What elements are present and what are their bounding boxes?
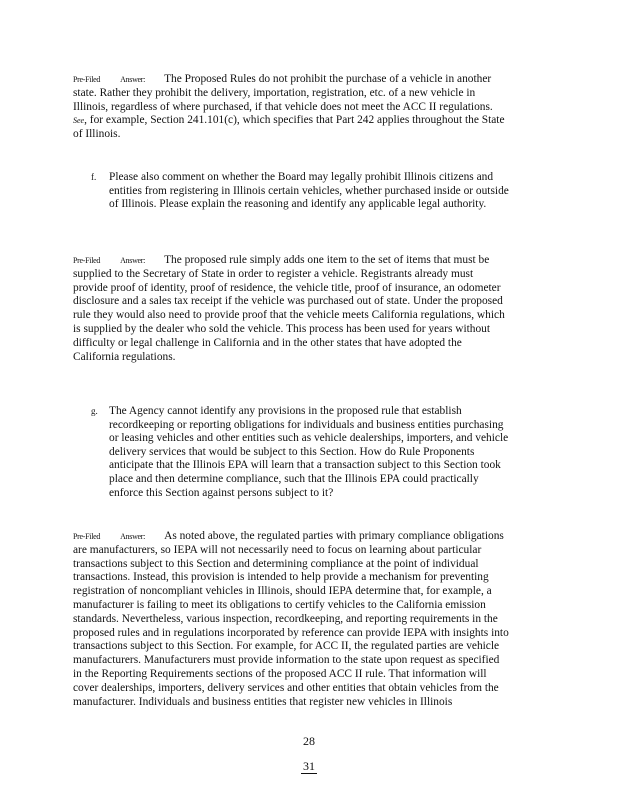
answer-text: The Proposed Rules do not prohibit the purchase of a vehicle in another state. Rather they prohibit the delivery, importation, registration, etc. of a new vehicle in Illinois, regardless of where purchased, if that vehicle does not meet the ACC II regulations. bbox=[73, 73, 493, 113]
prefiled-label: Pre-Filed bbox=[73, 75, 101, 84]
answer-text: As noted above, the regulated parties with primary compliance obligations are manufacturers, so IEPA will not necessarily need to focus on learning about particular transactions subject to this Section and determining compliance at the point of individual transactions. Instead, this provision is intended to help provide a mechanism for preventing registration of noncompliant vehicles in Illinois, should IEPA determine that, for example, a manufacturer is failing to meet its obligations to certify vehicles to the California emission standards. Nevertheless, various inspection, recordkeeping, and reporting requirements in the proposed rules and in regulations incorporated by reference can provide IEPA with insights into transactions subject to this Section. For example, for ACC II, the regulated parties are vehicle manufacturers. Manufacturers must provide information to the state upon request as specified in the Reporting Requirements sections of the proposed ACC II rule. That information will cover dealerships, importers, delivery services and other entities that obtain vehicles from the manufacturer. Individuals and business entities that register new vehicles in Illinois bbox=[73, 530, 509, 708]
question-text: Please also comment on whether the Board may legally prohibit Illinois citizens and entities from registering in Illinois certain vehicles, whether purchased inside or outside of Illinois. Please explain the reasoning and identify any applicable legal authority. bbox=[109, 171, 509, 211]
page-number: 28 bbox=[303, 734, 315, 748]
question-letter: f. bbox=[91, 172, 97, 182]
answer-label: Answer: bbox=[120, 75, 146, 84]
answer-paragraph-3 bbox=[73, 530, 509, 709]
question-text: The Agency cannot identify any provisions in the proposed rule that establish recordkeeping or reporting obligations for individuals and business entities purchasing or leasing vehicles and other entities such as vehicle dealerships, importers, and vehicle delivery services that would be subject to this Section. How do Rule Proponents anticipate that the Illinois EPA will learn that a transaction subject to this Section took place and then determine compliance, such that the Illinois EPA could practically enforce this Section against persons subject to it? bbox=[109, 405, 509, 499]
question-g bbox=[91, 405, 511, 500]
question-f bbox=[91, 171, 511, 212]
prefiled-label: Pre-Filed bbox=[73, 256, 101, 265]
see-citation: See bbox=[73, 116, 85, 126]
answer-paragraph-2 bbox=[73, 254, 509, 364]
answer-paragraph-1 bbox=[73, 73, 509, 142]
question-letter: g. bbox=[91, 406, 98, 416]
exhibit-page-number: 31 bbox=[303, 759, 315, 773]
answer-text: The proposed rule simply adds one item to the set of items that must be supplied to the Secretary of State in order to register a vehicle. Registrants already must provide proof of identity, proof of residence, the vehicle title, proof of insurance, an odometer disclosure and a sales tax receipt if the vehicle was purchased out of state. Under the proposed rule they would also need to provide proof that the vehicle meets California regulations, which is supplied by the dealer who sold the vehicle. This process has been used for years without difficulty or legal challenge in California and in the other states that have adopted the California regulations. bbox=[73, 254, 505, 363]
prefiled-label: Pre-Filed bbox=[73, 532, 101, 541]
answer-label: Answer: bbox=[120, 532, 146, 541]
answer-label: Answer: bbox=[120, 256, 146, 265]
answer-text-cont: , for example, Section 241.101(c), which specifies that Part 242 applies throughout the State of Illinois. bbox=[73, 114, 505, 141]
